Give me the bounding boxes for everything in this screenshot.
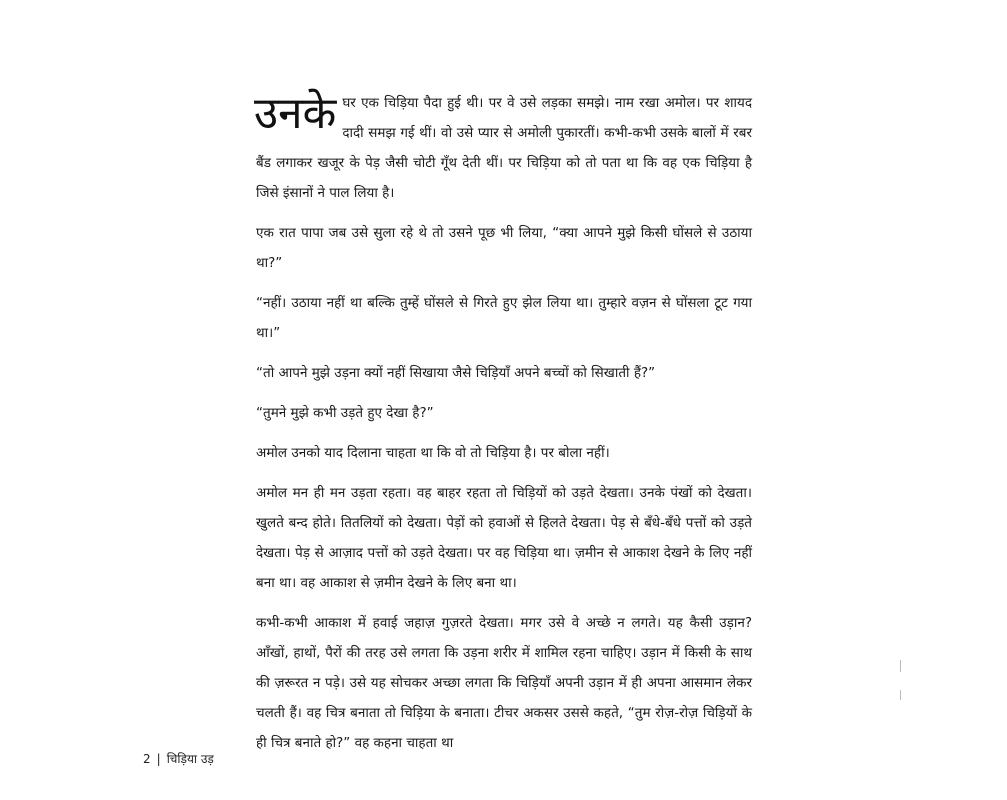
page-body: [256, 88, 752, 768]
paragraph-2: एक रात पापा जब उसे सुला रहे थे तो उसने पूछ भी लिया, “क्या आपने मुझे किसी घोंसले से उठाया था?”: [256, 225, 752, 271]
book-title: चिड़िया उड़: [166, 752, 214, 766]
page-footer: [143, 750, 214, 767]
footer-separator: |: [156, 752, 161, 766]
margin-mark: [900, 690, 901, 700]
drop-cap: उनके: [254, 88, 337, 139]
paragraph-1-text: घर एक चिड़िया पैदा हुई थी। पर वे उसे लड़का समझे। नाम रखा अमोल। पर शायद दादी समझ गई थीं। वो उसे प्यार से अमोली पुकारतीं। कभी-कभी उसके बालों में रबर बैंड लगाकर खजूर के पेड़ जैसी चोटी गूँथ देती थीं। पर चिड़िया को तो पता था कि वह एक चिड़िया है जिसे इंसानों ने पाल लिया है।: [256, 95, 752, 201]
paragraph-4: “तो आपने मुझे उड़ना क्यों नहीं सिखाया जैसे चिड़ियाँ अपने बच्चों को सिखाती हैं?”: [256, 365, 656, 381]
paragraph-8: कभी-कभी आकाश में हवाई जहाज़ गुज़रते देखता। मगर उसे वे अच्छे न लगते। यह कैसी उड़ान? आँखों, हाथों, पैरों की तरह उसे लगता कि उड़ना शरीर में शामिल रहना चाहिए। उड़ान में किसी के साथ की ज़रूरत न पड़े। उसे यह सोचकर अच्छा लगता कि चिड़ियाँ अपनी उड़ान में ही अपना आसमान लेकर चलती हैं। वह चित्र बनाता तो चिड़िया के बनाता। टीचर अकसर उससे कहते, “तुम रोज़-रोज़ चिड़ियों के ही चित्र बनाते हो?” वह कहना चाहता था: [256, 615, 752, 751]
margin-mark: [900, 660, 901, 672]
paragraph-5: “तुमने मुझे कभी उड़ते हुए देखा है?”: [256, 405, 434, 421]
paragraph-6: अमोल उनको याद दिलाना चाहता था कि वो तो चिड़िया है। पर बोला नहीं।: [256, 445, 610, 461]
paragraph-3: “नहीं। उठाया नहीं था बल्कि तुम्हें घोंसले से गिरते हुए झेल लिया था। तुम्हारे वज़न से घोंसला टूट गया था।”: [256, 295, 752, 341]
paragraph-1: [256, 88, 752, 208]
paragraph-7: अमोल मन ही मन उड़ता रहता। वह बाहर रहता तो चिड़ियों को उड़ते देखता। उनके पंखों को देखता। खुलते बन्द होते। तितलियों को देखता। पेड़ों को हवाओं से हिलते देखता। पेड़ से बँधे-बँधे पत्तों को उड़ते देखता। पेड़ से आज़ाद पत्तों को उड़ते देखता। पर वह चिड़िया था। ज़मीन से आकाश देखने के लिए नहीं बना था। वह आकाश से ज़मीन देखने के लिए बना था।: [256, 485, 752, 591]
page-number: 2: [143, 752, 151, 766]
